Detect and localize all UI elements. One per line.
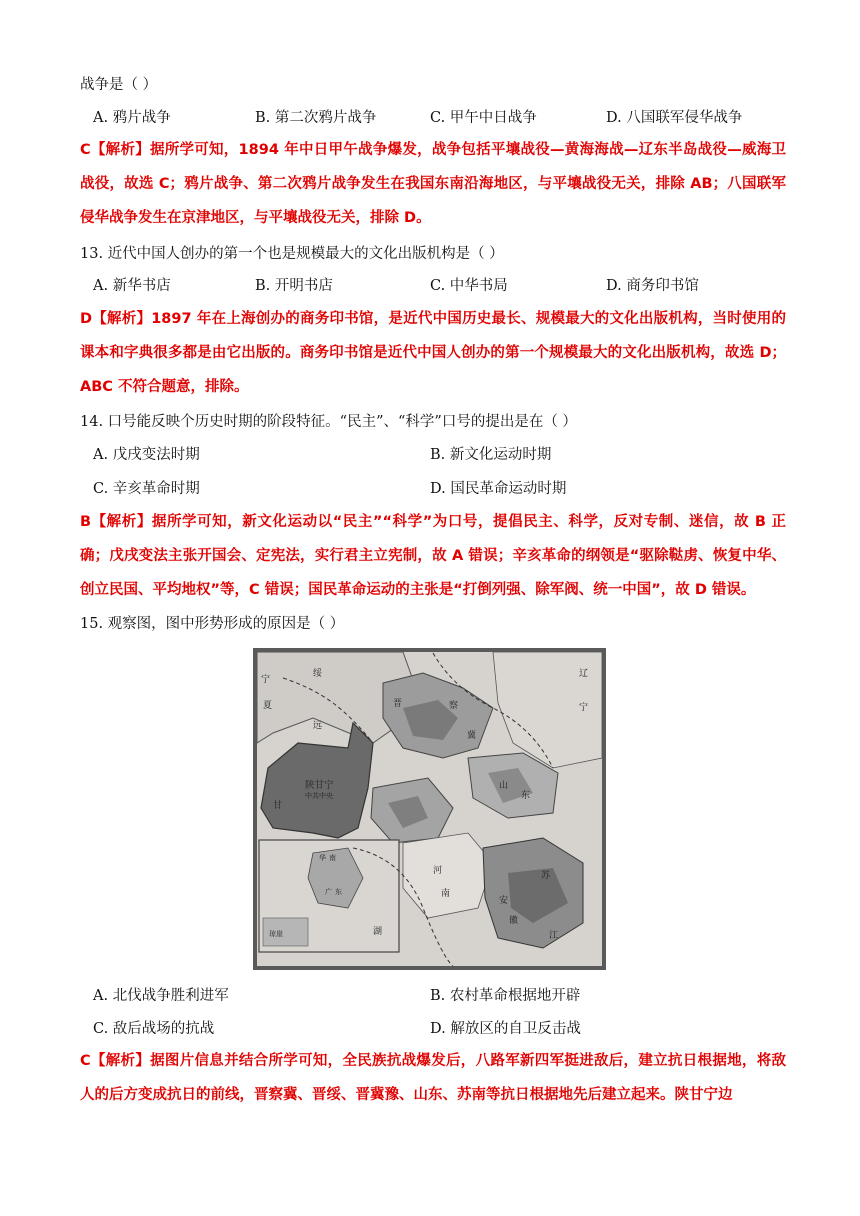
question-13-option-a[interactable]: A. 新华书店 <box>93 278 171 294</box>
map-label: 湖 <box>373 927 383 937</box>
question-13-analysis: D【解析】1897 年在上海创办的商务印书馆，是近代中国历史最长、规模最大的文化出版机构，当时使用的课本和字典很多都是由它出版的。商务印书馆是近代中国人创办的第一个规模最大的文化出版机构，故选 D；ABC 不符合题意，排除。 <box>80 311 786 395</box>
map-label: 苏 <box>541 871 551 881</box>
question-15-option-d[interactable]: D. 解放区的自卫反击战 <box>430 1021 581 1037</box>
question-12-analysis: C【解析】据所学可知，1894 年中日甲午战争爆发，战争包括平壤战役—黄海海战—辽东半岛战役—威海卫战役，故选 C；鸦片战争、第二次鸦片战争发生在我国东南沿海地区，与平壤战役无关，排除 AB；八国联军侵华战争发生在京津地区，与平壤战役无关，排除 D。 <box>80 142 786 226</box>
map-label: 琼崖 <box>269 930 283 938</box>
map-label: 南 <box>441 889 451 899</box>
map-label: 宁 <box>579 703 589 713</box>
map-label: 山 <box>499 781 509 791</box>
map-label: 察 <box>449 701 459 711</box>
map-label: 东 <box>521 791 531 801</box>
map-label: 安 <box>499 896 509 906</box>
map-label: 远 <box>313 721 323 731</box>
question-14-option-b[interactable]: B. 新文化运动时期 <box>430 447 552 463</box>
map-label: 江 <box>549 931 559 941</box>
question-14-option-d[interactable]: D. 国民革命运动时期 <box>430 481 567 497</box>
map-label: 南 <box>329 854 336 862</box>
map-label: 华 <box>319 854 326 862</box>
map-label: 广 <box>325 888 332 896</box>
map-label: 宁 <box>261 675 271 685</box>
question-15-option-b[interactable]: B. 农村革命根据地开辟 <box>430 988 581 1004</box>
map-label: 绥 <box>313 669 323 679</box>
question-13-option-b[interactable]: B. 开明书店 <box>255 278 333 294</box>
question-12-option-a[interactable]: A. 鸦片战争 <box>93 110 171 126</box>
map-label: 陕甘宁 <box>305 780 334 791</box>
map-label: 中共中央 <box>305 792 333 800</box>
question-14-option-c[interactable]: C. 辛亥革命时期 <box>93 481 200 497</box>
question-14-analysis: B【解析】据所学可知，新文化运动以“民主”“科学”为口号，提倡民主、科学，反对专制、迷信，故 B 正确；戊戌变法主张开国会、定宪法，实行君主立宪制，故 A 错误；辛亥革命的纲领是“驱除鞑虏、恢复中华、创立民国、平均地权”等，C 错误；国民革命运动的主张是“打倒列强、除军阀、统一中国”，故 D 错误。 <box>80 514 786 598</box>
question-12-option-c[interactable]: C. 甲午中日战争 <box>430 110 537 126</box>
question-15-option-c[interactable]: C. 敌后战场的抗战 <box>93 1021 215 1037</box>
question-12-option-d[interactable]: D. 八国联军侵华战争 <box>606 110 743 126</box>
question-15-option-a[interactable]: A. 北伐战争胜利进军 <box>93 988 229 1004</box>
map-label: 甘 <box>273 801 283 811</box>
historical-map <box>253 648 606 970</box>
map-label: 东 <box>335 888 342 896</box>
question-14-stem: 14. 口号能反映个历史时期的阶段特征。“民主”、“科学”口号的提出是在（ ） <box>80 414 577 430</box>
map-label: 晋 <box>393 699 403 709</box>
question-15-stem: 15. 观察图，图中形势形成的原因是（ ） <box>80 616 345 632</box>
question-13-option-c[interactable]: C. 中华书局 <box>430 278 508 294</box>
question-15-analysis: C【解析】据图片信息并结合所学可知，全民族抗战爆发后，八路军新四军挺进敌后，建立抗日根据地，将敌人的后方变成抗日的前线，晋察冀、晋绥、晋冀豫、山东、苏南等抗日根据地先后建立起来。陕甘宁边 <box>80 1053 786 1103</box>
map-label: 徽 <box>509 916 519 926</box>
question-12-stem-tail: 战争是（ ） <box>80 77 158 93</box>
map-label: 冀 <box>467 731 477 741</box>
question-13-stem: 13. 近代中国人创办的第一个也是规模最大的文化出版机构是（ ） <box>80 246 504 262</box>
map-label: 河 <box>433 866 443 876</box>
map-label: 辽 <box>579 669 589 679</box>
question-13-option-d[interactable]: D. 商务印书馆 <box>606 278 699 294</box>
map-label: 夏 <box>263 701 273 711</box>
question-14-option-a[interactable]: A. 戊戌变法时期 <box>93 447 200 463</box>
question-12-option-b[interactable]: B. 第二次鸦片战争 <box>255 110 377 126</box>
